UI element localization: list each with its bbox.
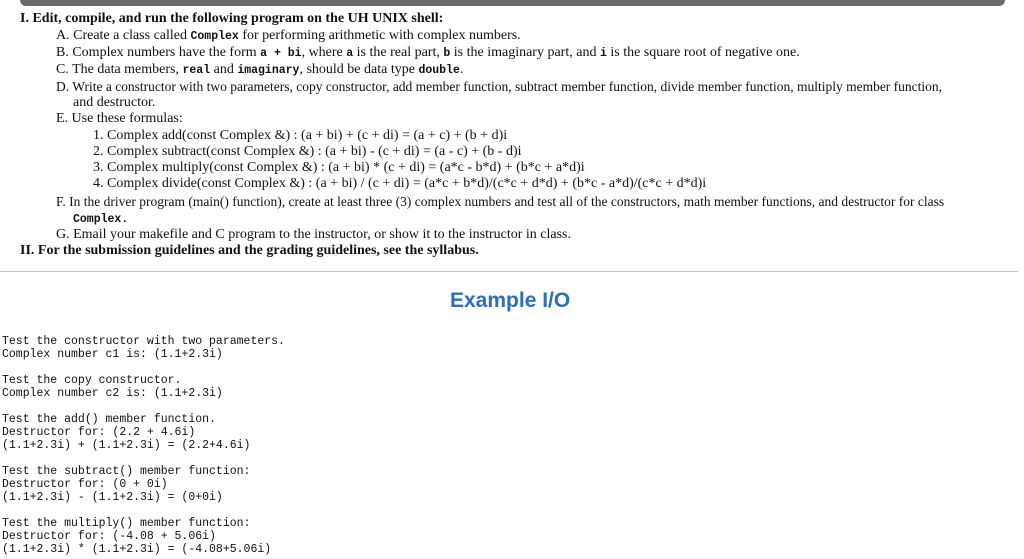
item-d-line-2: and destructor. [73, 95, 156, 110]
io-line: Test the multiply() member function: [2, 517, 251, 530]
item-a: A. Create a class called Complex for performing arithmetic with complex numbers. [56, 28, 521, 43]
item-e: E. Use these formulas: [56, 111, 183, 126]
item-f-line-2: Complex. [73, 213, 129, 226]
io-line: Destructor for: (0 + 0i) [2, 478, 168, 491]
io-line: Test the copy constructor. [2, 374, 182, 387]
top-banner-bar [20, 0, 1005, 6]
example-io-title: Example I/O [450, 289, 571, 312]
formula-add: 1. Complex add(const Complex &) : (a + bi) + (c + di) = (a + c) + (b + d)i [93, 128, 508, 143]
io-line: Test the constructor with two parameters. [2, 335, 285, 348]
io-line: Destructor for: (-4.08 + 5.06i) [2, 530, 216, 543]
io-line: (1.1+2.3i) - (1.1+2.3i) = (0+0i) [2, 491, 223, 504]
formula-multiply: 3. Complex multiply(const Complex &) : (a + bi) * (c + di) = (a*c - b*d) + (b*c + a*d)i [93, 160, 585, 175]
formula-subtract: 2. Complex subtract(const Complex &) : (a + bi) - (c + di) = (a - c) + (b - d)i [93, 144, 522, 159]
formula-divide: 4. Complex divide(const Complex &) : (a + bi) / (c + di) = (a*c + b*d)/(c*c + d*d) + (b*c - a*d)/(c*c + d*d)i [93, 176, 707, 191]
section-divider [0, 271, 1018, 272]
io-line: (1.1+2.3i) + (1.1+2.3i) = (2.2+4.6i) [2, 439, 251, 452]
io-line: Complex number c1 is: (1.1+2.3i) [2, 348, 223, 361]
io-line: (1.1+2.3i) * (1.1+2.3i) = (-4.08+5.06i) [2, 543, 272, 556]
section-two-heading: II. For the submission guidelines and the grading guidelines, see the syllabus. [20, 243, 479, 258]
section-one-heading: I. Edit, compile, and run the following program on the UH UNIX shell: [20, 11, 444, 26]
item-g: G. Email your makefile and C program to the instructor, or show it to the instructor in class. [56, 227, 571, 242]
io-line: Complex number c2 is: (1.1+2.3i) [2, 387, 223, 400]
item-d-line-1: D. Write a constructor with two parameters, copy constructor, add member function, subtract member function, divide member function, multiply member function, [56, 79, 943, 94]
io-line: Test the add() member function. [2, 413, 216, 426]
item-f-line-1: F. In the driver program (main() function), create at least three (3) complex numbers and test all of the constructors, math member functions, and destructor for class [56, 194, 945, 209]
item-c: C. The data members, real and imaginary, should be data type double. [56, 62, 464, 77]
io-line: Destructor for: (2.2 + 4.6i) [2, 426, 196, 439]
item-b: B. Complex numbers have the form a + bi, where a is the real part, b is the imaginary part, and i is the square root of negative one. [56, 45, 800, 60]
io-line: Test the subtract() member function: [2, 465, 251, 478]
